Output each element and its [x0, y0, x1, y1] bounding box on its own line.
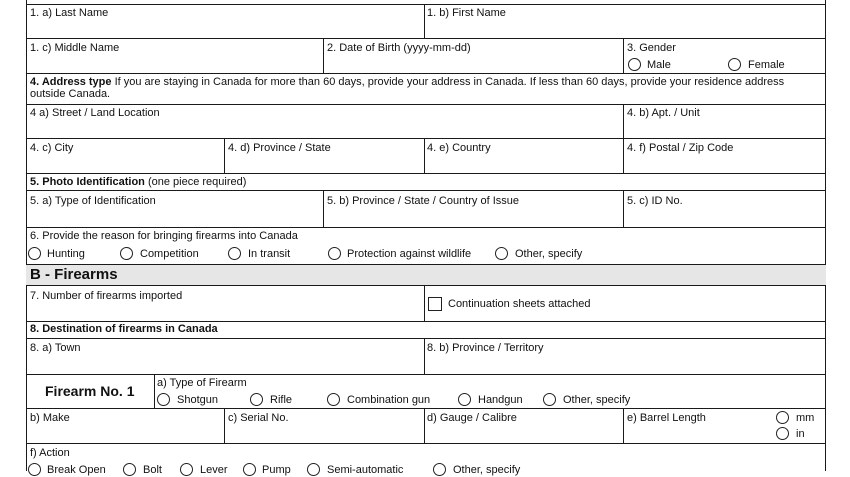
- divider: [154, 374, 155, 408]
- reason-other-label: Other, specify: [515, 248, 583, 260]
- action-lever-radio[interactable]: [180, 463, 193, 476]
- street-label: 4 a) Street / Land Location: [30, 107, 160, 119]
- address-type-heading: 4. Address type: [30, 76, 112, 88]
- reason-label: 6. Provide the reason for bringing firearms into Canada: [30, 230, 298, 242]
- firearm-type-handgun-label: Handgun: [478, 394, 523, 406]
- gender-male-radio[interactable]: [628, 58, 641, 71]
- action-pump-radio[interactable]: [243, 463, 256, 476]
- barrel-length-label: e) Barrel Length: [627, 412, 706, 424]
- action-label: f) Action: [30, 447, 70, 459]
- barrel-unit-mm-radio[interactable]: [776, 411, 789, 424]
- firearm-type-shotgun-label: Shotgun: [177, 394, 218, 406]
- firearm-type-rifle-radio[interactable]: [250, 393, 263, 406]
- barrel-unit-in-radio[interactable]: [776, 427, 789, 440]
- firearm-type-other-label: Other, specify: [563, 394, 631, 406]
- divider: [424, 285, 425, 321]
- id-number-label: 5. c) ID No.: [627, 195, 683, 207]
- reason-other-radio[interactable]: [495, 247, 508, 260]
- firearm-type-label: a) Type of Firearm: [157, 377, 247, 389]
- reason-competition-label: Competition: [140, 248, 199, 260]
- divider: [623, 38, 624, 73]
- address-type-instructions: If you are staying in Canada for more than 60 days, provide your address in Canada. If less than 60 days, provide your residence address: [111, 76, 785, 88]
- town-label: 8. a) Town: [30, 342, 81, 354]
- city-label: 4. c) City: [30, 142, 74, 154]
- id-province-label: 5. b) Province / State / Country of Issue: [327, 195, 519, 207]
- action-break-open-radio[interactable]: [28, 463, 41, 476]
- action-pump-label: Pump: [262, 464, 291, 476]
- firearm-type-handgun-radio[interactable]: [458, 393, 471, 406]
- first-name-label: 1. b) First Name: [427, 7, 506, 19]
- address-type-instructions-2: outside Canada.: [30, 88, 111, 100]
- firearm-type-other-radio[interactable]: [543, 393, 556, 406]
- firearm-type-shotgun-radio[interactable]: [157, 393, 170, 406]
- rule: [26, 443, 826, 444]
- action-semi-automatic-radio[interactable]: [307, 463, 320, 476]
- firearm-type-rifle-label: Rifle: [270, 394, 293, 406]
- rule: [26, 173, 826, 174]
- reason-competition-radio[interactable]: [120, 247, 133, 260]
- reason-protection-radio[interactable]: [328, 247, 341, 260]
- firearm-type-combination-radio[interactable]: [327, 393, 340, 406]
- country-label: 4. e) Country: [427, 142, 491, 154]
- destination-province-label: 8. b) Province / Territory: [427, 342, 544, 354]
- rule: [26, 321, 826, 322]
- photo-id-heading-line: [30, 176, 246, 189]
- serial-number-label: c) Serial No.: [228, 412, 289, 424]
- reason-hunting-label: Hunting: [47, 248, 85, 260]
- gender-female-radio[interactable]: [728, 58, 741, 71]
- province-state-label: 4. d) Province / State: [228, 142, 331, 154]
- section-b-title: B - Firearms: [30, 266, 118, 283]
- action-bolt-label: Bolt: [143, 464, 162, 476]
- action-other-radio[interactable]: [433, 463, 446, 476]
- destination-heading: 8. Destination of firearms in Canada: [30, 323, 218, 335]
- address-type-text: [30, 76, 784, 89]
- gender-female-label: Female: [748, 59, 785, 71]
- number-of-firearms-label: 7. Number of firearms imported: [30, 290, 183, 302]
- continuation-sheets-label: Continuation sheets attached: [448, 298, 591, 310]
- photo-id-heading: 5. Photo Identification: [30, 176, 145, 188]
- last-name-label: 1. a) Last Name: [30, 7, 109, 19]
- action-bolt-radio[interactable]: [123, 463, 136, 476]
- firearm-type-combination-label: Combination gun: [347, 394, 431, 406]
- apt-unit-label: 4. b) Apt. / Unit: [627, 107, 700, 119]
- action-other-label: Other, specify: [453, 464, 521, 476]
- action-lever-label: Lever: [200, 464, 228, 476]
- middle-name-label: 1. c) Middle Name: [30, 42, 120, 54]
- rule: [26, 73, 826, 74]
- continuation-sheets-checkbox[interactable]: [428, 297, 442, 311]
- barrel-unit-mm-label: mm: [796, 412, 815, 424]
- action-break-open-label: Break Open: [47, 464, 106, 476]
- reason-protection-label: Protection against wildlife: [347, 248, 472, 260]
- reason-in-transit-label: In transit: [248, 248, 291, 260]
- reason-in-transit-radio[interactable]: [228, 247, 241, 260]
- gauge-calibre-label: d) Gauge / Calibre: [427, 412, 517, 424]
- firearm-1-title: Firearm No. 1: [45, 383, 135, 399]
- reason-hunting-radio[interactable]: [28, 247, 41, 260]
- date-of-birth-label: 2. Date of Birth (yyyy-mm-dd): [327, 42, 471, 54]
- action-semi-automatic-label: Semi-automatic: [327, 464, 404, 476]
- town-field[interactable]: [27, 339, 424, 374]
- barrel-unit-in-label: in: [796, 428, 805, 440]
- rule: [26, 227, 826, 228]
- rule: [26, 374, 826, 375]
- gender-label: 3. Gender: [627, 42, 676, 54]
- gender-male-label: Male: [647, 59, 671, 71]
- form-right-border: [825, 0, 826, 471]
- photo-id-note: (one piece required): [144, 176, 247, 188]
- postal-code-label: 4. f) Postal / Zip Code: [627, 142, 734, 154]
- make-label: b) Make: [30, 412, 70, 424]
- id-type-label: 5. a) Type of Identification: [30, 195, 156, 207]
- section-b-band: [26, 265, 826, 285]
